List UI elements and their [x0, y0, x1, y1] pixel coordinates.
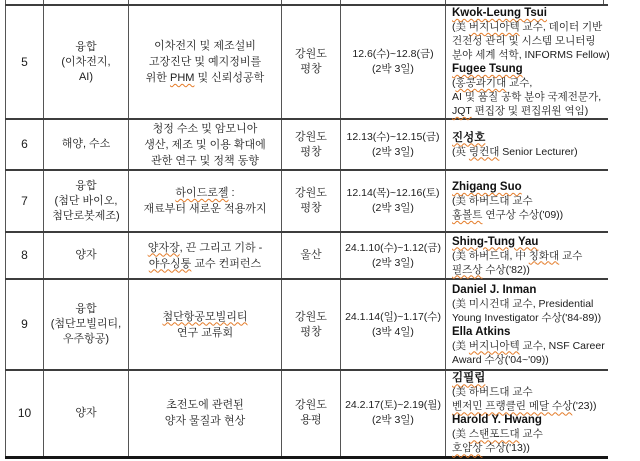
- text-line: (2박 3일): [372, 256, 414, 269]
- cell-title: [129, 279, 282, 370]
- cell-speakers: [446, 5, 608, 119]
- spellcheck-squiggle: Fugee Tsung: [452, 63, 523, 75]
- speaker-description: Young Investigator 수상('84-89)): [452, 311, 602, 324]
- spellcheck-squiggle: 야우싱퉁: [148, 257, 192, 270]
- speaker-description: (美 버지니아텍 교수, NSF Career: [452, 339, 605, 352]
- speaker-name: [452, 235, 608, 249]
- text-line: (첨단 바이오,: [54, 194, 118, 207]
- cell-title: [129, 5, 282, 119]
- table-row: [6, 5, 608, 119]
- speaker-description: (홍콩과기대 교수,: [452, 77, 533, 89]
- spellcheck-squiggle: 필즈상: [452, 263, 483, 276]
- cell-speakers: [446, 232, 608, 279]
- text-line: 용평: [300, 414, 322, 427]
- speaker-name: Daniel J. Inman: [452, 283, 537, 296]
- spellcheck-squiggle: 벤저민 프랭클린 메달 수상: [452, 400, 573, 413]
- spellcheck-squiggle: 훔볼트: [452, 209, 483, 221]
- row-number: 7: [21, 193, 28, 208]
- spellcheck-squiggle: 링컨대: [468, 145, 500, 158]
- spellcheck-squiggle: Shing-Tung Yau: [452, 235, 539, 248]
- spellcheck-squiggle: Kwok-Leung Tsui: [452, 7, 547, 19]
- text-line: 위한 PHM 및 신뢰성공학: [145, 72, 265, 84]
- table-row: [6, 370, 608, 457]
- text-line: 24.2.17(토)~2.19(월): [345, 399, 441, 412]
- spellcheck-squiggle: 버지니아텍: [468, 339, 520, 352]
- spellcheck-squiggle: 홍콩과기대: [455, 77, 507, 89]
- row-number: 8: [21, 248, 28, 262]
- text-line: 평창: [300, 63, 322, 75]
- text-line: 고장진단 및 예지정비를: [148, 56, 262, 68]
- cell-row-number: [6, 5, 44, 119]
- spellcheck-squiggle: PHM: [169, 72, 195, 84]
- text-line: 이차전지 및 제조설비: [154, 40, 256, 52]
- spellcheck-squiggle: 진성호: [452, 131, 486, 144]
- text-line: (2박 3일): [372, 63, 414, 75]
- row-number: 10: [17, 405, 32, 420]
- cell-dates: [341, 119, 446, 170]
- speaker-name: Ella Atkins: [452, 325, 511, 338]
- text-line: 12.6(수)~12.8(금): [352, 48, 434, 60]
- speaker-description: (美 스탠포드대 교수: [452, 428, 543, 441]
- speaker-name: Harold Y. Hwang: [452, 414, 542, 427]
- speaker-name: [452, 180, 608, 194]
- cell-row-number: [6, 119, 44, 170]
- row-number: 6: [21, 137, 28, 151]
- spellcheck-squiggle: 첨단항공모빌리티: [162, 310, 248, 323]
- cell-row-number: [6, 370, 44, 457]
- text-line: 양자 물질과 현상: [164, 415, 246, 428]
- speaker-description: JQT 편집장 및 편집위원 역임): [452, 105, 589, 117]
- cell-category: [44, 119, 129, 170]
- text-line: 재료부터 새로운 적용까지: [143, 203, 267, 215]
- table-row: [6, 170, 608, 232]
- cell-title: [129, 119, 282, 170]
- speaker-description: (英 링컨대 Senior Lecturer): [452, 145, 578, 158]
- text-line: 초전도에 관련된: [166, 399, 244, 412]
- text-line: 12.14(목)~12.16(토): [346, 187, 440, 199]
- text-line: 12.13(수)~12.15(금): [346, 130, 440, 143]
- speaker-description: 훔볼트 연구상 수상('09)): [452, 209, 564, 221]
- cell-location: [282, 370, 341, 457]
- text-line: 강원도: [295, 130, 327, 143]
- text-line: 우주항공): [62, 333, 110, 345]
- spellcheck-squiggle: 호암상: [452, 442, 483, 455]
- text-line: 융합: [75, 303, 97, 315]
- text-line: 양자장, 끈 그리고 기하 -: [147, 241, 263, 254]
- text-line: 울산: [300, 249, 322, 261]
- text-line: 생산, 제조 및 이용 확대에: [144, 138, 266, 151]
- cell-location: [282, 170, 341, 232]
- text-line: (이차전지,: [61, 55, 111, 68]
- cell-location: [282, 232, 341, 279]
- cell-category: [44, 370, 129, 457]
- cell-category: [44, 279, 129, 370]
- text-line: 24.1.14(일)~1.17(수): [345, 310, 441, 323]
- speaker-description: (美 미시건대 교수, Presidential: [452, 297, 594, 310]
- speaker-description: (美 버지니아텍 교수, 데이터 기반: [452, 21, 603, 33]
- spellcheck-squiggle: 양자장: [147, 241, 180, 254]
- cell-location: [282, 5, 341, 119]
- speaker-description: 벤저민 프랭클린 메달 수상('23)): [452, 400, 597, 413]
- text-line: 양자: [75, 249, 97, 261]
- cell-category: [44, 5, 129, 119]
- speaker-description: AI 및 품질 공학 분야 국제전문가,: [452, 91, 602, 103]
- cell-title: [129, 370, 282, 457]
- cell-dates: [341, 170, 446, 232]
- spellcheck-squiggle: JQT: [452, 105, 472, 117]
- cell-row-number: [6, 279, 44, 370]
- speaker-description: 필즈상 수상('82)): [452, 263, 530, 276]
- schedule-table-body: [6, 5, 608, 457]
- speaker-description: 분야 세계 석학, INFORMS Fellow): [452, 49, 610, 61]
- text-line: 융합: [75, 179, 97, 192]
- cell-category: [44, 170, 129, 232]
- text-line: (첨단모빌리티,: [50, 318, 122, 330]
- row-number: 9: [21, 317, 28, 331]
- cell-title: [129, 232, 282, 279]
- text-line: 강원도: [295, 310, 327, 323]
- text-line: 평창: [300, 202, 322, 214]
- cell-row-number: [6, 170, 44, 232]
- schedule-table: [5, 4, 608, 459]
- cell-title: [129, 170, 282, 232]
- text-line: (3박 4일): [372, 325, 414, 338]
- row-number: 5: [21, 54, 28, 69]
- text-line: 첨단로봇제조): [52, 209, 120, 222]
- text-line: 양자: [75, 406, 97, 419]
- table-row: [6, 119, 608, 170]
- text-line: (2박 3일): [372, 145, 414, 158]
- text-line: 관한 연구 및 정책 동향: [151, 154, 259, 167]
- speaker-description: Award 수상('04~'09)): [452, 353, 549, 366]
- spellcheck-squiggle: 칭화대: [528, 249, 560, 262]
- cell-dates: [341, 279, 446, 370]
- spellcheck-squiggle: 스탠포드대: [468, 428, 520, 441]
- text-line: 평창: [300, 325, 322, 338]
- text-line: 강원도: [295, 187, 327, 199]
- spellcheck-squiggle: 하이드로젤: [175, 187, 229, 199]
- cell-speakers: [446, 370, 608, 457]
- text-line: 연구 교류회: [176, 326, 234, 339]
- cell-speakers: [446, 119, 608, 170]
- spellcheck-squiggle: 버지니아텍: [468, 21, 520, 33]
- speaker-description: 호암상 수상('13)): [452, 442, 530, 455]
- text-line: (2박 3일): [372, 202, 414, 214]
- text-line: 야우싱퉁 교수 컨퍼런스: [148, 257, 262, 270]
- speaker-name: [452, 131, 608, 145]
- speaker-description: (美 하버드대 교수: [452, 195, 533, 207]
- text-line: [129, 309, 281, 325]
- cell-dates: [341, 232, 446, 279]
- table-row: [6, 232, 608, 279]
- cell-speakers: [446, 170, 608, 232]
- cell-speakers: [446, 279, 608, 370]
- speaker-description: 건전성 관리 및 시스템 모니터링: [452, 35, 596, 47]
- speaker-description: (美 하버드대 교수: [452, 386, 533, 399]
- text-line: 강원도: [295, 399, 327, 412]
- text-line: 하이드로젤 :: [175, 187, 235, 199]
- text-line: 해양, 수소: [61, 138, 111, 150]
- cell-dates: [341, 370, 446, 457]
- speaker-description: (美 하버드대, 中 칭화대 교수: [452, 249, 583, 262]
- text-line: AI): [78, 70, 94, 83]
- text-line: 청정 수소 및 암모니아: [152, 122, 258, 135]
- cell-category: [44, 232, 129, 279]
- spellcheck-squiggle: 김필립: [452, 372, 486, 385]
- cell-location: [282, 279, 341, 370]
- speaker-name: [452, 6, 608, 20]
- speaker-name: [452, 62, 608, 76]
- cell-row-number: [6, 232, 44, 279]
- table-row: [6, 279, 608, 370]
- cell-dates: [341, 5, 446, 119]
- text-line: 강원도: [295, 48, 327, 60]
- text-line: 융합: [75, 40, 97, 53]
- speaker-name: [452, 371, 608, 385]
- cell-location: [282, 119, 341, 170]
- text-line: 24.1.10(수)~1.12(금): [345, 241, 441, 254]
- text-line: 평창: [300, 145, 322, 158]
- text-line: (2박 3일): [372, 414, 414, 427]
- spellcheck-squiggle: Zhigang Suo: [452, 181, 522, 193]
